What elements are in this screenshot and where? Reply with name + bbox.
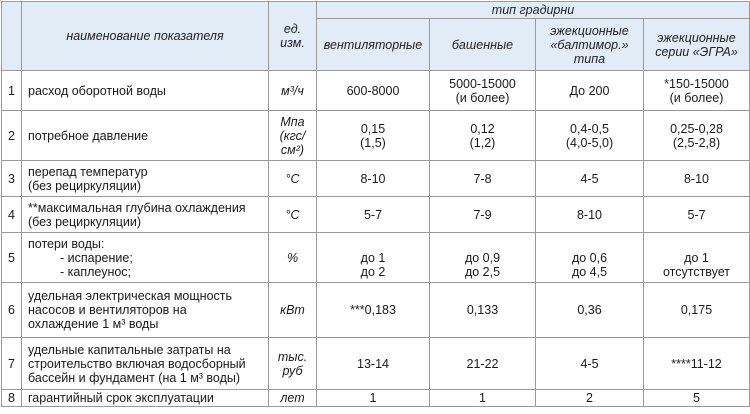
value-cell (536, 161, 644, 197)
value-cell (536, 233, 644, 283)
value-line: 1 (369, 391, 377, 405)
unit-cell (269, 161, 317, 197)
value-line: отсутствует (662, 264, 731, 279)
parameter-name-line: бассейн и фундамент (на 1 м³ воды) (28, 370, 241, 385)
cooling-tower-table (1, 1, 750, 407)
value-line: (4,0-5,0) (565, 135, 614, 150)
parameter-name-line: - каплеунос; (60, 264, 132, 279)
parameter-name-line: удельная электрическая мощность (28, 289, 233, 303)
header-col-tower: башенные (430, 19, 536, 71)
header-unit: ед. изм. (269, 2, 317, 71)
value-cell (536, 71, 644, 111)
row-number: 6 (2, 283, 22, 338)
value-cell (644, 161, 750, 197)
unit-cell (269, 71, 317, 111)
row-number: 2 (2, 111, 22, 161)
value-cell (317, 283, 430, 338)
value-cell (430, 71, 536, 111)
table-row (2, 283, 750, 338)
parameter-name-line: - испарение; (60, 250, 133, 265)
unit-line: °С (285, 171, 300, 186)
value-line: 0,175 (680, 303, 713, 317)
value-line: 0,4-0,5 (570, 121, 609, 136)
header-number (2, 2, 22, 71)
unit-line: кВт (280, 303, 305, 317)
value-cell (430, 338, 536, 390)
parameter-name-line: расход оборотной воды (28, 83, 166, 98)
value-cell (317, 161, 430, 197)
table-row (2, 338, 750, 390)
value-line: 7-8 (473, 171, 492, 186)
header-tower-type: тип градирни (317, 2, 750, 19)
unit-line: % (286, 250, 299, 265)
table-row (2, 390, 750, 407)
parameter-name-line: потребное давление (28, 128, 149, 143)
parameter-name-line: насосов и вентиляторов на (28, 303, 187, 317)
value-cell (317, 71, 430, 111)
value-cell (644, 111, 750, 161)
value-line: 0,12 (470, 121, 495, 136)
value-line: (и более) (455, 90, 510, 105)
table-row (2, 161, 750, 197)
parameter-name-line: охлаждение 1 м³ воды (28, 317, 159, 331)
row-number: 1 (2, 71, 22, 111)
row-number: 3 (2, 161, 22, 197)
value-cell (317, 390, 430, 407)
value-cell (644, 233, 750, 283)
value-cell (430, 197, 536, 233)
value-line: 2 (586, 391, 593, 405)
table-row (2, 71, 750, 111)
value-line: 0,36 (577, 303, 602, 317)
value-line: ***0,183 (350, 303, 396, 317)
unit-cell (269, 283, 317, 338)
table-row (2, 197, 750, 233)
value-cell (644, 71, 750, 111)
value-line: до 2,5 (464, 264, 501, 279)
value-line: 0,25-0,28 (670, 121, 723, 136)
value-line: 5 (693, 391, 700, 405)
value-cell (430, 111, 536, 161)
value-line: 13-14 (357, 356, 389, 371)
unit-cell (269, 338, 317, 390)
value-line: 21-22 (466, 356, 499, 371)
value-line: 0,133 (466, 303, 499, 317)
unit-line: см²) (280, 142, 305, 157)
parameter-name (22, 390, 269, 407)
value-cell (536, 390, 644, 407)
header-parameter: наименование показателя (22, 2, 269, 71)
value-line: 4-5 (580, 171, 599, 186)
row-number: 4 (2, 197, 22, 233)
value-cell (430, 390, 536, 407)
value-cell (317, 197, 430, 233)
value-line: ****11-12 (671, 356, 722, 371)
value-cell (430, 283, 536, 338)
value-cell (317, 338, 430, 390)
value-line: до 4,5 (571, 264, 608, 279)
value-line: До 200 (569, 83, 610, 98)
value-line: 5000-15000 (449, 76, 516, 91)
value-cell (644, 197, 750, 233)
value-line: (2,5-2,8) (672, 135, 721, 150)
value-line: до 0,9 (464, 250, 501, 265)
parameter-name-line: удельные капитальные затраты на (28, 342, 231, 357)
parameter-name-line: **максимальная глубина охлаждения (28, 200, 246, 215)
unit-line: °С (285, 207, 300, 222)
parameter-name-line: потери воды: (28, 236, 105, 251)
parameter-name-line: гарантийный срок эксплуатации (28, 391, 214, 405)
parameter-name (22, 111, 269, 161)
value-cell (536, 197, 644, 233)
parameter-name-line: перепад температур (28, 164, 148, 179)
unit-cell (269, 390, 317, 407)
value-line: *150-15000 (664, 76, 729, 91)
unit-cell (269, 111, 317, 161)
parameter-name-line: (без рециркуляции) (28, 214, 141, 229)
unit-cell (269, 233, 317, 283)
row-number: 8 (2, 390, 22, 407)
parameter-name (22, 71, 269, 111)
value-line: 5-7 (687, 207, 706, 222)
header-col-egra: эжекционные серии «ЭГРА» (644, 19, 750, 71)
value-line: (1,5) (360, 135, 386, 150)
value-line: 8-10 (683, 171, 710, 186)
value-line: 5-7 (363, 207, 383, 222)
value-cell (317, 111, 430, 161)
value-line: 7-9 (473, 207, 492, 222)
row-number: 5 (2, 233, 22, 283)
value-cell (536, 338, 644, 390)
unit-cell (269, 197, 317, 233)
unit-line: руб (282, 363, 303, 378)
value-line: (и более) (669, 90, 724, 105)
table-row (2, 111, 750, 161)
parameter-name (22, 197, 269, 233)
value-cell (644, 390, 750, 407)
header-col-fan: вентиляторные (317, 19, 430, 71)
value-line: 0,15 (360, 121, 386, 136)
value-line: до 2 (360, 264, 386, 279)
parameter-name (22, 283, 269, 338)
header-col-baltimore: эжекционные «балтимор.» типа (536, 19, 644, 71)
parameter-name-line: строительство включая водосборный (28, 356, 246, 371)
value-line: до 1 (360, 250, 386, 265)
table-body (2, 71, 750, 407)
row-number: 7 (2, 338, 22, 390)
value-line: 600-8000 (346, 83, 400, 98)
parameter-name (22, 338, 269, 390)
value-cell (536, 283, 644, 338)
unit-line: Мпа (280, 114, 305, 129)
unit-line: (кгс/ (279, 128, 306, 143)
value-line: 8-10 (360, 171, 386, 186)
value-cell (536, 111, 644, 161)
unit-line: м³/ч (281, 83, 304, 98)
value-cell (430, 161, 536, 197)
value-line: до 1 (684, 250, 709, 265)
value-line: (1,2) (469, 135, 496, 150)
parameter-name (22, 161, 269, 197)
table-row (2, 233, 750, 283)
unit-line: тыс. (277, 349, 308, 364)
value-line: до 0,6 (571, 250, 608, 265)
parameter-name (22, 233, 269, 283)
value-line: 1 (479, 391, 486, 405)
parameter-name-line: (без рециркуляции) (28, 178, 141, 193)
value-cell (644, 283, 750, 338)
value-cell (644, 338, 750, 390)
value-line: 8-10 (576, 207, 603, 222)
value-cell (430, 233, 536, 283)
value-line: 4-5 (580, 356, 599, 371)
value-cell (317, 233, 430, 283)
unit-line: лет (280, 391, 305, 405)
